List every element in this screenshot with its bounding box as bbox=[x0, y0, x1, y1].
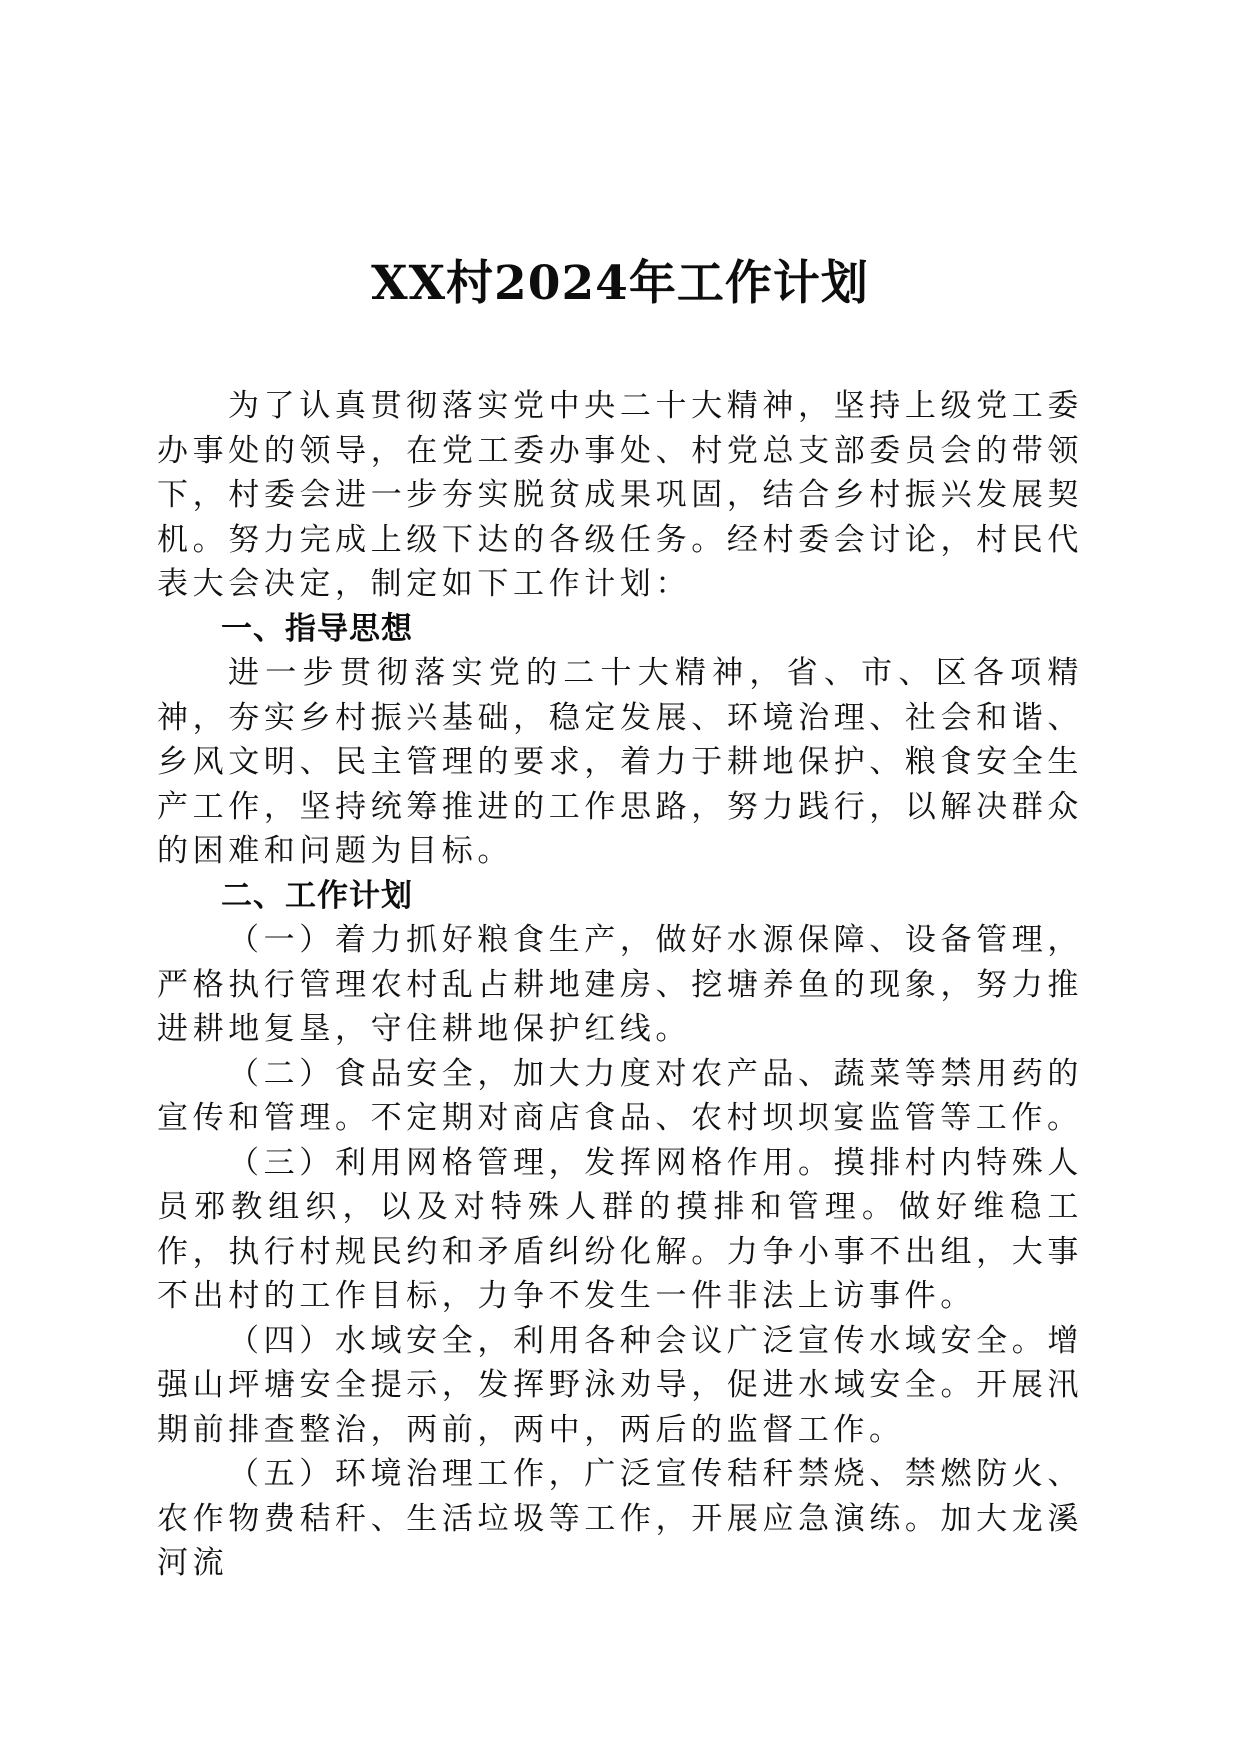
work-plan-item-2: （二）食品安全，加大力度对农产品、蔬菜等禁用药的宣传和管理。不定期对商店食品、农村坝坝宴监管等工作。 bbox=[157, 1055, 1083, 1136]
work-plan-item-1: （一）着力抓好粮食生产，做好水源保障、设备管理，严格执行管理农村乱占耕地建房、挖塘养鱼的现象，努力推进耕地复垦，守住耕地保护红线。 bbox=[157, 922, 1083, 1047]
document-body bbox=[157, 384, 1083, 1586]
section-heading-guiding-thought: 一、指导思想 bbox=[221, 610, 413, 647]
intro-paragraph: 为了认真贯彻落实党中央二十大精神，坚持上级党工委办事处的领导，在党工委办事处、村党总支部委员会的带领下，村委会进一步夯实脱贫成果巩固，结合乡村振兴发展契机。努力完成上级下达的各级任务。经村委会讨论，村民代表大会决定，制定如下工作计划： bbox=[157, 388, 1083, 602]
work-plan-item-5: （五）环境治理工作，广泛宣传秸秆禁烧、禁燃防火、农作物费秸秆、生活垃圾等工作，开展应急演练。加大龙溪河流 bbox=[157, 1456, 1083, 1581]
guiding-thought-paragraph: 进一步贯彻落实党的二十大精神，省、市、区各项精神，夯实乡村振兴基础，稳定发展、环境治理、社会和谐、乡风文明、民主管理的要求，着力于耕地保护、粮食安全生产工作，坚持统筹推进的工作思路，努力践行，以解决群众的困难和问题为目标。 bbox=[157, 655, 1083, 869]
document-title: XX村2024年工作计划 bbox=[371, 256, 869, 311]
work-plan-item-3: （三）利用网格管理，发挥网格作用。摸排村内特殊人员邪教组织，以及对特殊人群的摸排和管理。做好维稳工作，执行村规民约和矛盾纠纷化解。力争小事不出组，大事不出村的工作目标，力争不发生一件非法上访事件。 bbox=[157, 1144, 1083, 1314]
section-heading-work-plan: 二、工作计划 bbox=[221, 877, 413, 914]
work-plan-item-4: （四）水域安全，利用各种会议广泛宣传水域安全。增强山坪塘安全提示，发挥野泳劝导，促进水域安全。开展汛期前排查整治，两前，两中，两后的监督工作。 bbox=[157, 1322, 1083, 1448]
